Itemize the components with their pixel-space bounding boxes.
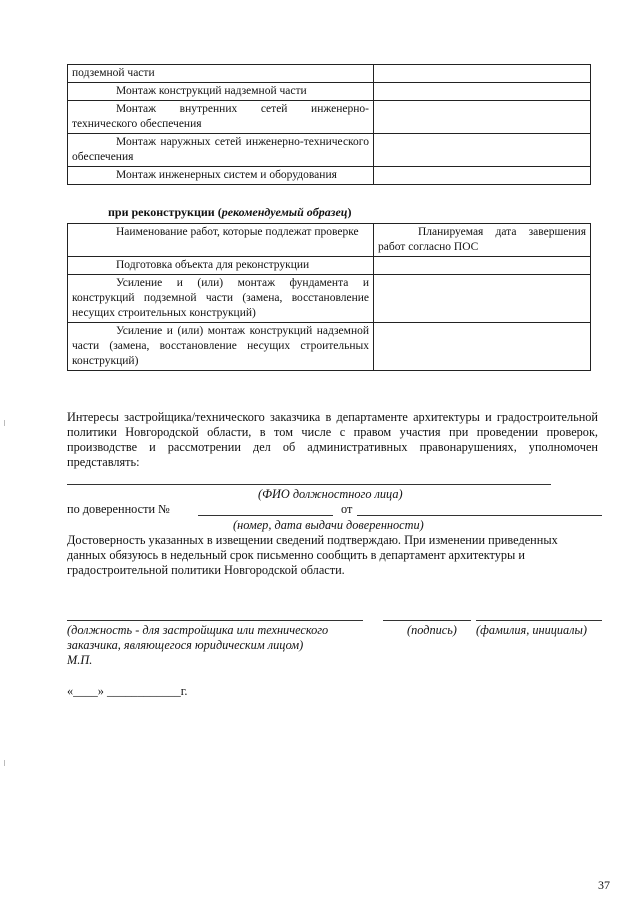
- proxy-caption: (номер, дата выдачи доверенности): [233, 518, 424, 532]
- table-cell-date: [374, 65, 591, 83]
- table-cell: Монтаж инженерных систем и оборудования: [68, 167, 374, 185]
- fio-caption: (ФИО должностного лица): [258, 487, 403, 501]
- scan-mark: [4, 420, 5, 426]
- table-cell: Усиление и (или) монтаж фундамента и конструкций подземной части (замена, восстановление несущих строительных конструкций): [68, 275, 374, 323]
- stamp-label: М.П.: [67, 653, 93, 667]
- table-row: [68, 134, 591, 167]
- proxy-label: по доверенности №: [67, 502, 170, 516]
- table-cell: Усиление и (или) монтаж конструкций надземной части (замена, восстановление несущих строительных конструкций): [68, 323, 374, 371]
- table-header-row: [68, 224, 591, 257]
- table-row: [68, 101, 591, 134]
- table-cell: Подготовка объекта для реконструкции: [68, 257, 374, 275]
- column-header-works: Наименование работ, которые подлежат проверке: [68, 224, 374, 257]
- table-cell-date: [374, 275, 591, 323]
- table-row: [68, 257, 591, 275]
- proxy-date-line: [357, 515, 602, 516]
- table-row: [68, 323, 591, 371]
- works-table-reconstruction: [67, 223, 591, 371]
- name-line: [476, 620, 602, 621]
- date-line: «____» ____________г.: [67, 684, 188, 698]
- table-row: [68, 65, 591, 83]
- scan-mark: [4, 760, 5, 766]
- page-number: 37: [598, 878, 610, 892]
- table-cell-date: [374, 101, 591, 134]
- table-cell-date: [374, 167, 591, 185]
- table-cell: подземной части: [68, 65, 374, 83]
- table-cell-date: [374, 323, 591, 371]
- table-row: [68, 83, 591, 101]
- table-cell-date: [374, 257, 591, 275]
- proxy-number-line: [198, 515, 333, 516]
- table-cell: Монтаж наружных сетей инженерно-технического обеспечения: [68, 134, 374, 167]
- proxy-from-label: от: [341, 502, 353, 516]
- fio-line: [67, 484, 551, 485]
- section-heading: при реконструкции (рекомендуемый образец): [108, 205, 352, 219]
- position-line: [67, 620, 363, 621]
- works-table-construction: [67, 64, 591, 185]
- confirmation-paragraph: Достоверность указанных в извещении сведений подтверждаю. При изменении приведенных данных обязуюсь в недельный срок письменно сообщить в департамент архитектуры и градостроительной политики Новгородской области.: [67, 533, 558, 577]
- interests-paragraph: Интересы застройщика/технического заказчика в департаменте архитектуры и градостроительной политики Новгородской области, в том числе с правом участия при проведении проверок, производстве и рассмотрении дел об административных правонарушениях, уполномочен представлять:: [67, 410, 598, 469]
- table-row: [68, 275, 591, 323]
- signature-caption: (подпись): [407, 623, 457, 637]
- name-caption: (фамилия, инициалы): [476, 623, 587, 637]
- signature-line: [383, 620, 471, 621]
- table-row: [68, 167, 591, 185]
- table-cell-date: [374, 134, 591, 167]
- table-cell: Монтаж внутренних сетей инженерно-технического обеспечения: [68, 101, 374, 134]
- position-caption: (должность - для застройщика или технического заказчика, являющегося юридическим лицом): [67, 623, 329, 652]
- table-cell: Монтаж конструкций надземной части: [68, 83, 374, 101]
- table-cell-date: [374, 83, 591, 101]
- column-header-date: Планируемая дата завершения работ согласно ПОС: [374, 224, 591, 257]
